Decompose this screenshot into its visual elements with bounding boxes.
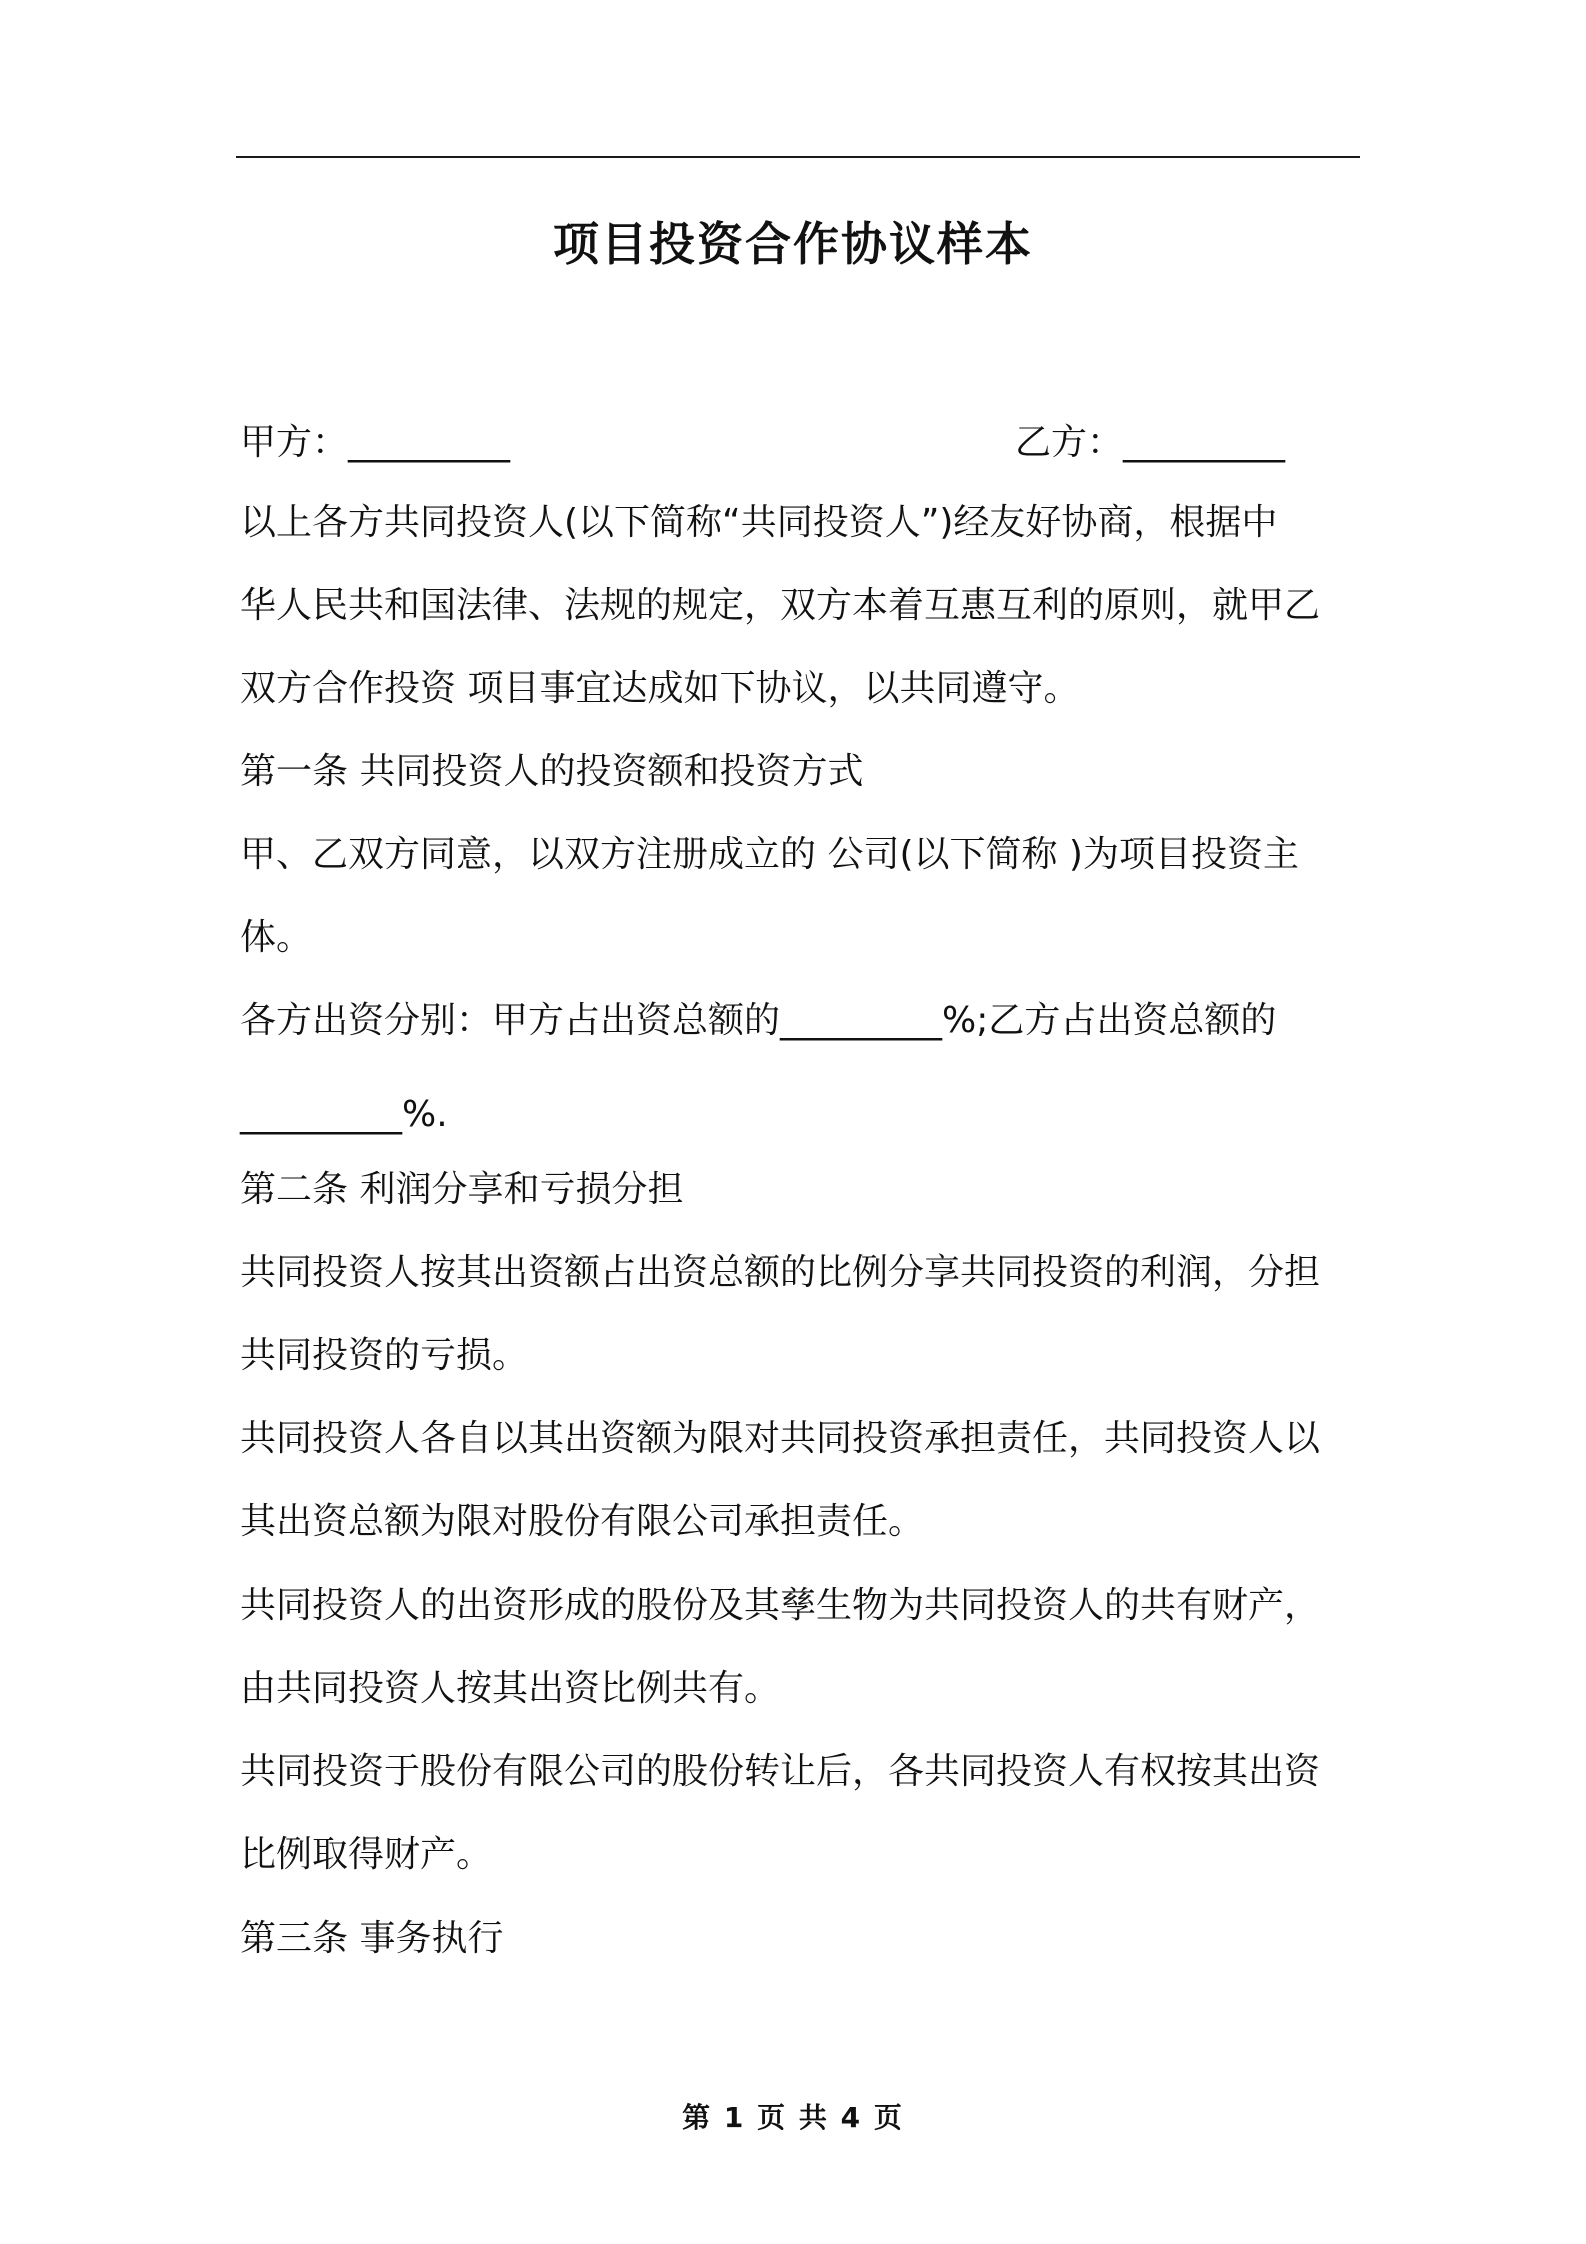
text-line: 其出资总额为限对股份有限公司承担责任。 bbox=[240, 1501, 925, 1542]
text-line: 以上各方共同投资人(以下简称“共同投资人”)经友好协商，根据中 bbox=[240, 502, 1278, 543]
parties-row bbox=[240, 420, 1360, 466]
text-line: 各方出资分别：甲方占出资总额的_________%;乙方占出资总额的 bbox=[240, 1000, 1277, 1041]
text-line: 体。 bbox=[240, 917, 313, 958]
text-line: 共同投资人按其出资额占出资总额的比例分享共同投资的利润，分担 bbox=[240, 1252, 1321, 1293]
article-heading: 第一条 共同投资人的投资额和投资方式 bbox=[240, 751, 864, 792]
page-number: 第 1 页 共 4 页 bbox=[682, 2101, 904, 2134]
text-line: 甲、乙双方同意，以双方注册成立的 公司(以下简称 )为项目投资主 bbox=[240, 834, 1299, 875]
text-line: 共同投资人各自以其出资额为限对共同投资承担责任，共同投资人以 bbox=[240, 1418, 1321, 1459]
text-line: 共同投资的亏损。 bbox=[240, 1335, 529, 1376]
text-line: 比例取得财产。 bbox=[240, 1834, 493, 1875]
text-line: 华人民共和国法律、法规的规定，双方本着互惠互利的原则，就甲乙 bbox=[240, 585, 1321, 626]
party-a-field: 甲方：_________ bbox=[240, 422, 511, 463]
header-rule bbox=[236, 156, 1360, 158]
text-line: 由共同投资人按其出资比例共有。 bbox=[240, 1668, 781, 1709]
party-b-field: 乙方：_________ bbox=[1015, 422, 1286, 463]
article-heading: 第二条 利润分享和亏损分担 bbox=[240, 1169, 684, 1210]
text-line: _________%. bbox=[240, 1094, 448, 1135]
text-line: 双方合作投资 项目事宜达成如下协议，以共同遵守。 bbox=[240, 668, 1080, 709]
text-line: 共同投资人的出资形成的股份及其孳生物为共同投资人的共有财产， bbox=[240, 1585, 1321, 1626]
document-title: 项目投资合作协议样本 bbox=[553, 217, 1033, 271]
article-heading: 第三条 事务执行 bbox=[240, 1918, 504, 1959]
text-line: 共同投资于股份有限公司的股份转让后，各共同投资人有权按其出资 bbox=[240, 1751, 1321, 1792]
